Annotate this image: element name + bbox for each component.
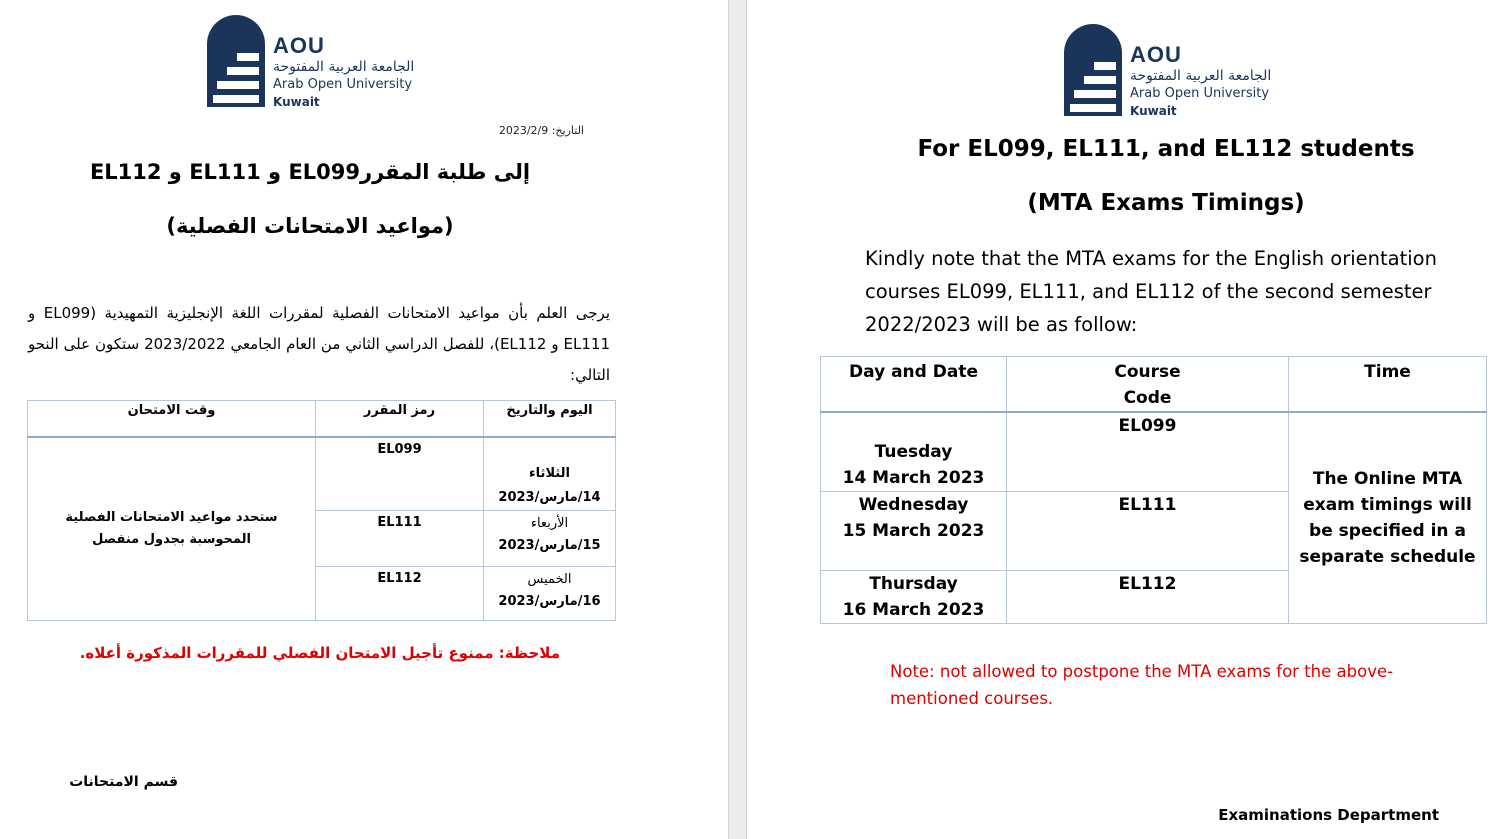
- logo-short-name: AOU: [273, 33, 325, 58]
- header-day-date: اليوم والتاريخ: [484, 401, 616, 437]
- english-note: Note: not allowed to postpone the MTA exams for the above-mentioned courses.: [890, 662, 1394, 708]
- day-date-cell: [821, 491, 1007, 570]
- day-label: Thursday: [869, 573, 958, 594]
- table-header-row: [28, 401, 616, 437]
- day-date-cell: [484, 510, 616, 566]
- english-schedule-table: [820, 356, 1487, 624]
- logo-arabic-name: الجامعة العربية المفتوحة: [273, 59, 415, 75]
- logo-english-name: Arab Open University: [1130, 86, 1270, 101]
- arabic-note: ملاحظة: ممنوع تأجيل الامتحان الفصلي للمقررات المذكورة أعلاه.: [79, 644, 560, 662]
- arabic-title: إلى طلبة المقررEL099 و EL111 و EL112: [89, 160, 531, 184]
- course-code-cell: EL111: [1007, 491, 1289, 570]
- header-course-code: Course Code: [1007, 357, 1289, 413]
- aou-logo-mark-icon: [207, 15, 265, 107]
- day-date-cell: [821, 412, 1007, 491]
- exam-time-cell: ستحدد مواعيد الامتحانات الفصلية المحوسبة بجدول منفصل: [28, 437, 316, 621]
- header-exam-time: وقت الامتحان: [28, 401, 316, 437]
- date-label: 16/مارس/2023: [498, 593, 601, 609]
- english-subtitle: (MTA Exams Timings): [1027, 190, 1305, 216]
- table-row: [28, 437, 616, 511]
- aou-logo: [207, 15, 427, 115]
- header-day-date: Day and Date: [821, 357, 1007, 413]
- document-date: التاريخ: 2023/2/9: [498, 124, 584, 137]
- table-row: [821, 412, 1487, 491]
- arabic-subtitle: (مواعيد الامتحانات الفصلية): [166, 214, 454, 238]
- day-label: Wednesday: [858, 494, 969, 515]
- course-code-cell: EL111: [316, 510, 484, 566]
- day-label: الثلاثاء: [529, 465, 570, 481]
- logo-arabic-name: الجامعة العربية المفتوحة: [1130, 68, 1272, 84]
- aou-logo-mark-icon: [1064, 24, 1122, 116]
- english-paragraph: Kindly note that the MTA exams for the English orientation courses EL099, EL111, and EL112 of the second semester 2022/2023 will be as follow:: [865, 247, 1437, 336]
- day-label: الخميس: [527, 571, 572, 587]
- logo-english-name: Arab Open University: [273, 77, 413, 92]
- english-title: For EL099, EL111, and EL112 students: [917, 136, 1415, 162]
- date-label: 15/مارس/2023: [498, 537, 601, 553]
- day-date-cell: [484, 437, 616, 511]
- header-time: Time: [1289, 357, 1487, 413]
- page-gutter: [728, 0, 747, 839]
- arabic-paragraph: يرجى العلم بأن مواعيد الامتحانات الفصلية لمقررات اللغة الإنجليزية التمهيدية (EL099 و EL111 و EL112)، للفصل الدراسي الثاني من العام الجامعي 2023/2022 ستكون على النحو التالي:: [28, 304, 611, 384]
- logo-campus: Kuwait: [273, 95, 320, 109]
- date-label: 14/مارس/2023: [498, 489, 601, 505]
- day-date-cell: [484, 566, 616, 620]
- course-code-cell: EL099: [1007, 412, 1289, 491]
- date-label: 15 March 2023: [842, 520, 985, 541]
- arabic-page: [0, 0, 728, 839]
- english-page: [747, 0, 1507, 839]
- day-date-cell: [821, 570, 1007, 623]
- aou-logo: [1064, 24, 1284, 124]
- logo-campus: Kuwait: [1130, 104, 1177, 118]
- course-code-cell: EL112: [1007, 570, 1289, 623]
- time-cell: The Online MTA exam timings will be specified in a separate schedule: [1289, 412, 1487, 623]
- english-department: Examinations Department: [1218, 806, 1439, 824]
- date-label: 16 March 2023: [842, 599, 985, 620]
- logo-short-name: AOU: [1130, 42, 1182, 67]
- date-label: 14 March 2023: [842, 467, 985, 488]
- arabic-department: قسم الامتحانات: [69, 774, 178, 790]
- table-header-row: [821, 357, 1487, 413]
- header-course-code: رمز المقرر: [316, 401, 484, 437]
- arabic-schedule-table: [27, 400, 616, 621]
- course-code-cell: EL112: [316, 566, 484, 620]
- day-label: الأربعاء: [530, 515, 569, 531]
- day-label: Tuesday: [874, 441, 953, 462]
- course-code-cell: EL099: [316, 437, 484, 511]
